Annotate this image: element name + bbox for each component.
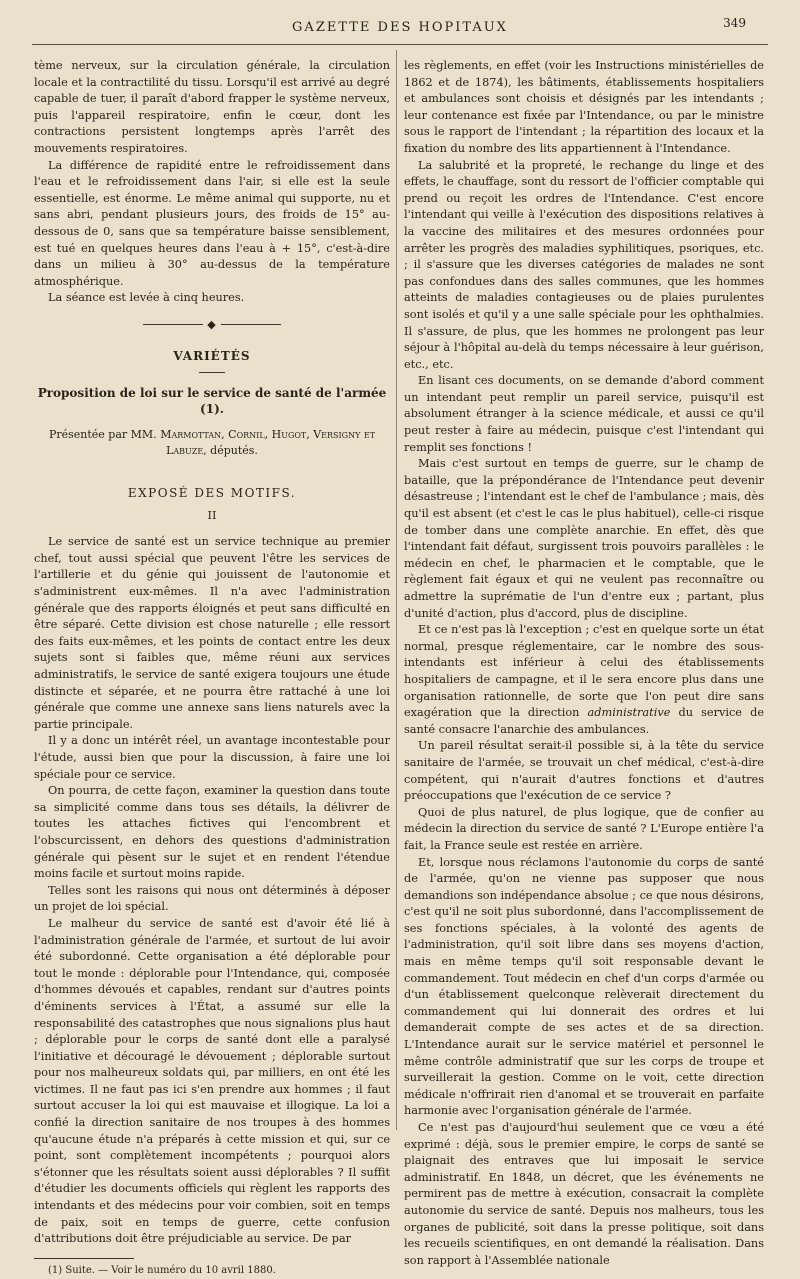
- paragraph: La séance est levée à cinq heures.: [48, 291, 245, 305]
- paragraph: Ce n'est pas d'aujourd'hui seulement que ce vœu a été exprimé : déjà, sous le premier empire, le corps de santé se plaignait des entraves que lui imposait le service administratif. En 1848, un décret, que les événements ne permirent pas de mettre à exécution, consacrait la complète autonomie du service de santé. Depuis nos malheurs, tous les organes de publicité, soit dans la presse politique, soit dans les recueils scientifiques, en ont demandé la réalisation. Dans son rapport à l'Assemblée nationale: [404, 1121, 764, 1267]
- paragraph: tème nerveux, sur la circulation générale, la circulation locale et la contractilité du tissu. Lorsqu'il est arrivé au degré capable de tuer, il paraît d'abord frapper le système nerveux, puis l'appareil respiratoire, enfin le cœur, dont les contractions persistent longtemps après l'arrêt des mouvements respiratoires.: [34, 59, 390, 155]
- ornament-glyph: ◆: [207, 317, 217, 331]
- subsection-title: EXPOSÉ DES MOTIFS.: [127, 486, 297, 501]
- section-title: VARIÉTÉS: [173, 348, 251, 363]
- presenter-names: Marmottan, Cornil, Hugot, Versigny et Labuze,: [160, 428, 376, 458]
- paragraph: Le service de santé est un service technique au premier chef, tout aussi spécial que peuvent l'être les services de l'artillerie et du génie qui jouissent de l'autonomie et s'administrent eux-mêmes. Il n'a avec l'administration générale que des rapports éloignés et peut sans difficulté en être séparé. Cette division est chose naturelle ; elle ressort des faits eux-mêmes, et les points de contact entre les deux sujets sont si faibles que, même réuni aux services administratifs, le service de santé exigera toujours une étude distincte et séparée, et ne pourra être rattaché à une loi générale que comme une annexe sans liens naturels avec la partie principale.: [34, 535, 390, 731]
- paragraph: On pourra, de cette façon, examiner la question dans toute sa simplicité comme dans tous ses détails, la délivrer de toutes les attaches fictives qui l'encombrent et l'obscurcissent, en dehors des questions d'administration générale qui pèsent sur le sujet et en rendent l'étendue moins facile et surtout moins rapide.: [34, 784, 390, 881]
- paragraph: Telles sont les raisons qui nous ont déterminés à déposer un projet de loi spécial.: [34, 883, 390, 914]
- page-number: 349: [723, 16, 746, 30]
- paragraph-text: du service de santé consacre l'anarchie des ambulances.: [404, 706, 765, 736]
- paragraph: Il y a donc un intérêt réel, un avantage incontestable pour l'étude, aussi bien que pour la discussion, à faire une loi spéciale pour ce service.: [34, 734, 390, 781]
- column-divider: [396, 50, 397, 1130]
- part-number: II: [207, 508, 217, 522]
- paragraph: Quoi de plus naturel, de plus logique, que de confier au médecin la direction du service de santé ? L'Europe entière l'a fait, la France seule est restée en arrière.: [404, 805, 764, 852]
- footnote-rule: [34, 1258, 134, 1259]
- page-header: [32, 8, 768, 45]
- paragraph: [404, 622, 764, 738]
- paragraph: La salubrité et la propreté, le rechange du linge et des effets, le chauffage, sont du ressort de l'officier comptable qui prend ou reçoit les ordres de l'Intendance. C'est encore l'intendant qui veille à l'exécution des dispositions relatives à la vaccine des militaires et des mesures ordonnées pour arrêter les progrès des maladies syphilitiques, psoriques, etc. ; il s'assure que les diverses catégories de malades ne sont pas confondues dans des salles communes, que les hommes atteints de maladies contagieuses ou de plaies purulentes sont isolés et qu'il y a une salle spéciale pour les ophthalmies. Il s'assure, de plus, que les hommes ne prolongent pas leur séjour à l'hôpital au-delà du temps nécessaire à leur guérison, etc., etc.: [404, 158, 764, 371]
- paragraph: En lisant ces documents, on se demande d'abord comment un intendant peut remplir un pareil service, puisqu'il est absolument étranger à la science médicale, et aussi ce qu'il peut rester à faire au médecin, puisque c'est l'intendant qui remplit ses fonctions !: [404, 374, 764, 454]
- paragraph: les règlements, en effet (voir les Instructions ministérielles de 1862 et de 1874), les bâtiments, établissements hospitaliers et ambulances sont choisis et désignés par les intendants ; leur contenance est fixée par l'Intendance, ou par le ministre sous le rapport de l'intendant ; la répartition des locaux et la fixation du nombre des lits appartiennent à l'Intendance.: [404, 59, 764, 155]
- right-column: [404, 58, 764, 1269]
- paragraph: Et, lorsque nous réclamons l'autonomie du corps de santé de l'armée, qu'on ne vienne pas supposer que nous demandions son indépendance absolue ; ce que nous désirons, c'est qu'il ne soit plus subordonné, dans l'accomplissement de ses fonctions spéciales, à la volonté des agents de l'administration, qu'il soit libre dans ses moyens d'action, mais en même temps qu'il soit responsable devant le commandement. Tout médecin en chef d'un corps d'armée ou d'un établissement quelconque relèverait directement du commandement qui lui donnerait des ordres et lui demanderait compte de ses actes et de sa direction. L'Intendance aurait sur le service matériel et personnel le même contrôle administratif que sur les corps de troupe et surveillerait la gestion. Comme on le voit, cette direction médicale n'offrirait rien d'anomal et se trouverait en parfaite harmonie avec l'organisation générale de l'armée.: [404, 855, 764, 1118]
- paragraph: Mais c'est surtout en temps de guerre, sur le champ de bataille, que la prépondérance de l'Intendance peut devenir désastreuse ; l'intendant est le chef de l'ambulance ; mais, dès qu'il est absent (et c'est le cas le plus habituel), celle-ci risque de tomber dans une complète anarchie. En effet, dès que l'intendant fait défaut, surgissent trois pouvoirs parallèles : le médecin en chef, le pharmacien et le comptable, que le règlement fait égaux et qui ne veulent pas reconnaître ou admettre la suprématie de l'un d'entre eux ; partant, plus d'unité d'action, plus d'accord, plus de discipline.: [404, 457, 764, 620]
- left-column: [34, 58, 390, 1279]
- presented-prefix: Présentée par MM.: [48, 428, 157, 442]
- presented-by: [34, 427, 390, 459]
- paragraph-text: Et ce n'est pas là l'exception ; c'est en quelque sorte un état normal, presque réglementaire, car le nombre des sous-intendants est inférieur à celui des établissements hospitaliers de campagne, et il le sera encore plus dans une organisation rationnelle, de sorte que l'on peut dire sans exagération que la direction: [404, 623, 764, 720]
- paragraph: La différence de rapidité entre le refroidissement dans l'eau et le refroidissement dans l'air, si elle est la seule essentielle, est énorme. Le même animal qui supporte, nu et sans abri, pendant plusieurs jours, des froids de 15° au-dessous de 0, sans que sa température baisse sensiblement, est tué en quelques heures dans l'eau à + 15°, c'est-à-dire dans un milieu à 30° au-dessus de la température atmosphérique.: [34, 158, 390, 288]
- paragraph: Le malheur du service de santé est d'avoir été lié à l'administration générale de l'armée, et surtout de lui avoir été subordonné. Cette organisation a été déplorable pour tout le monde : déplorable pour l'Intendance, qui, composée d'hommes dévoués et capables, rendant sur d'autres points d'éminents services à l'État, a assumé sur elle la responsabilité des catastrophes que nous signalions plus haut ; déplorable pour le corps de santé dont elle a paralysé l'initiative et découragé le dévouement ; déplorable surtout pour nos malheureux soldats qui, par milliers, en ont été les victimes. Il ne faut pas ici s'en prendre aux hommes ; il faut surtout accuser la loi qui est mauvaise et illogique. La loi a confié la direction sanitaire de nos troupes à des hommes qu'aucune étude n'a préparés à cette mission et qui, sur ce point, sont complètement incompétents ; pourquoi alors s'étonner que les résultats soient aussi déplorables ? Il suffit d'étudier les documents officiels qui règlent les rapports des intendants et des médecins pour voir combien, soit en temps de paix, soit en temps de guerre, cette confusion d'attributions doit être préjudiciable au service. De par: [34, 916, 390, 1246]
- short-rule: [199, 372, 225, 373]
- emphasized-text: administrative: [587, 706, 671, 720]
- footnote: (1) Suite. — Voir le numéro du 10 avril 1880.: [48, 1264, 276, 1276]
- paragraph: Un pareil résultat serait-il possible si, à la tête du service sanitaire de l'armée, se trouvait un chef médical, c'est-à-dire compétent, qui n'aurait d'autres fonctions et d'autres préoccupations que l'exécution de ce service ?: [404, 739, 764, 803]
- journal-title: GAZETTE DES HOPITAUX: [292, 20, 508, 35]
- presented-suffix: députés.: [210, 444, 258, 458]
- article-title: Proposition de loi sur le service de santé de l'armée (1).: [37, 386, 387, 417]
- section-ornament: [34, 317, 390, 334]
